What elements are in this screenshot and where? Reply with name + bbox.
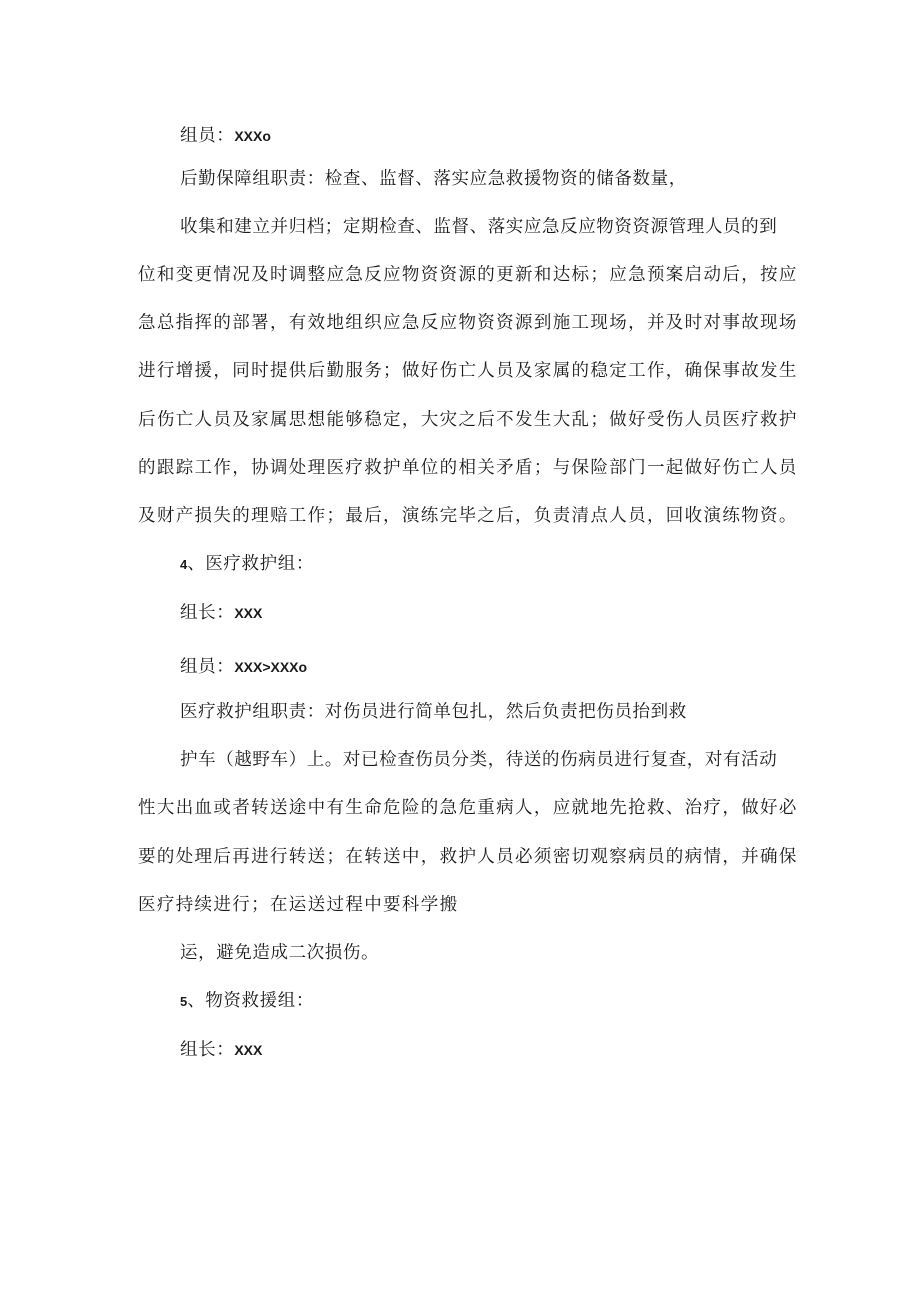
paragraph-line (180, 941, 379, 965)
paragraph-text: 运，避免造成二次损伤。 (180, 943, 380, 963)
paragraph-line (138, 263, 798, 287)
paragraph-text: 急总指挥的部署，有效地组织应急反应物资资源到施工现场，并及时对事故现场 (138, 313, 798, 333)
paragraph-line (138, 408, 798, 432)
leader-value: XXX (234, 1042, 263, 1058)
section-title: 、医疗救护组： (187, 554, 314, 574)
paragraph-text: 及财产损失的理赔工作；最后，演练完毕之后，负责清点人员，回收演练物资。 (138, 506, 798, 526)
supplies-leader-line (180, 1038, 262, 1062)
paragraph-text: 后伤亡人员及家属思想能够稳定，大灾之后不发生大乱；做好受伤人员医疗救护 (138, 410, 798, 430)
member-value: XXX>XXXo (234, 659, 308, 675)
member-value: XXXo (234, 128, 271, 144)
paragraph-line (138, 311, 798, 335)
leader-label: 组长： (180, 603, 235, 623)
paragraph-line (138, 359, 798, 383)
paragraph-line (138, 504, 798, 528)
medical-leader-line (180, 601, 262, 625)
paragraph-line (180, 215, 777, 239)
paragraph-text: 位和变更情况及时调整应急反应物资资源的更新和达标；应急预案启动后，按应 (138, 265, 798, 285)
paragraph-text: 收集和建立并归档；定期检查、监督、落实应急反应物资资源管理人员的到 (180, 217, 778, 237)
member-label: 组员： (180, 657, 235, 677)
logistics-member-line (180, 124, 271, 148)
paragraph-line (138, 893, 458, 917)
section-number: 5 (180, 994, 188, 1009)
medical-member-line (180, 655, 307, 679)
member-label: 组员： (180, 126, 235, 146)
paragraph-line (180, 748, 777, 772)
paragraph-text: 性大出血或者转送途中有生命危险的急危重病人，应就地先抢救、治疗，做好必 (138, 798, 798, 818)
section-heading-supplies (180, 989, 314, 1014)
paragraph-line (138, 456, 798, 480)
leader-label: 组长： (180, 1040, 235, 1060)
paragraph-text: 的跟踪工作，协调处理医疗救护单位的相关矛盾；与保险部门一起做好伤亡人员 (138, 458, 798, 478)
paragraph-line (138, 845, 798, 869)
paragraph-text: 进行增援，同时提供后勤服务；做好伤亡人员及家属的稳定工作，确保事故发生 (138, 361, 798, 381)
paragraph-text: 要的处理后再进行转送；在转送中，救护人员必须密切观察病员的病情，并确保 (138, 847, 798, 867)
paragraph-text: 医疗救护组职责：对伤员进行简单包扎，然后负责把伤员抬到救 (180, 702, 687, 722)
medical-duty-heading (180, 700, 687, 724)
section-number: 4 (180, 557, 188, 572)
paragraph-text: 医疗持续进行；在运送过程中要科学搬 (138, 895, 459, 915)
section-heading-medical (180, 552, 314, 577)
paragraph-line (138, 796, 798, 820)
paragraph-text: 后勤保障组职责：检查、监督、落实应急救援物资的储备数量， (180, 169, 687, 189)
paragraph-text: 护车（越野车）上。对已检查伤员分类，待送的伤病员进行复查，对有活动 (180, 750, 778, 770)
section-title: 、物资救援组： (187, 991, 314, 1011)
logistics-duty-heading (180, 167, 687, 191)
leader-value: XXX (234, 605, 263, 621)
